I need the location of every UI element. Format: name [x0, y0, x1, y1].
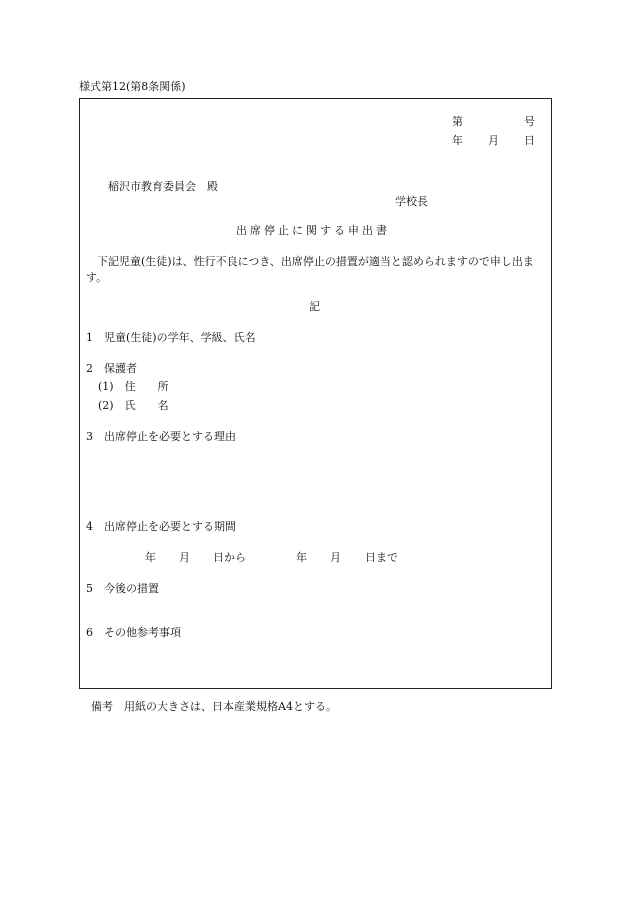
document-title: 出席停止に関する申出書	[236, 224, 390, 237]
ki-heading: 記	[309, 300, 320, 313]
item-1: 1 児童(生徒)の学年、学級、氏名	[86, 331, 256, 344]
period-to-day: 日まで	[365, 551, 398, 564]
number-suffix: 号	[524, 115, 535, 128]
addressee: 稲沢市教育委員会 殿	[108, 180, 218, 193]
period-from-day: 日から	[213, 551, 246, 564]
form-label: 様式第12(第8条関係)	[79, 80, 186, 93]
date-day: 日	[524, 134, 535, 147]
note: 備考 用紙の大きさは、日本産業規格A4とする。	[91, 700, 337, 713]
item-3: 3 出席停止を必要とする理由	[86, 430, 236, 443]
period-to-year: 年	[296, 551, 307, 564]
item-2: 2 保護者	[86, 362, 137, 375]
sender: 学校長	[395, 195, 428, 208]
period-from-month: 月	[179, 551, 190, 564]
date-month: 月	[488, 134, 499, 147]
item-5: 5 今後の措置	[86, 582, 159, 595]
item-4: 4 出席停止を必要とする期間	[86, 520, 236, 533]
item-2-name: (2) 氏 名	[98, 399, 169, 412]
number-prefix: 第	[452, 115, 463, 128]
period-from-year: 年	[145, 551, 156, 564]
body-text: 下記児童(生徒)は、性行不良につき、出席停止の措置が適当と認められますので申し出ます。	[86, 255, 534, 284]
item-2-address: (1) 住 所	[98, 380, 169, 393]
period-to-month: 月	[330, 551, 341, 564]
date-year: 年	[452, 134, 463, 147]
item-6: 6 その他参考事項	[86, 626, 181, 639]
